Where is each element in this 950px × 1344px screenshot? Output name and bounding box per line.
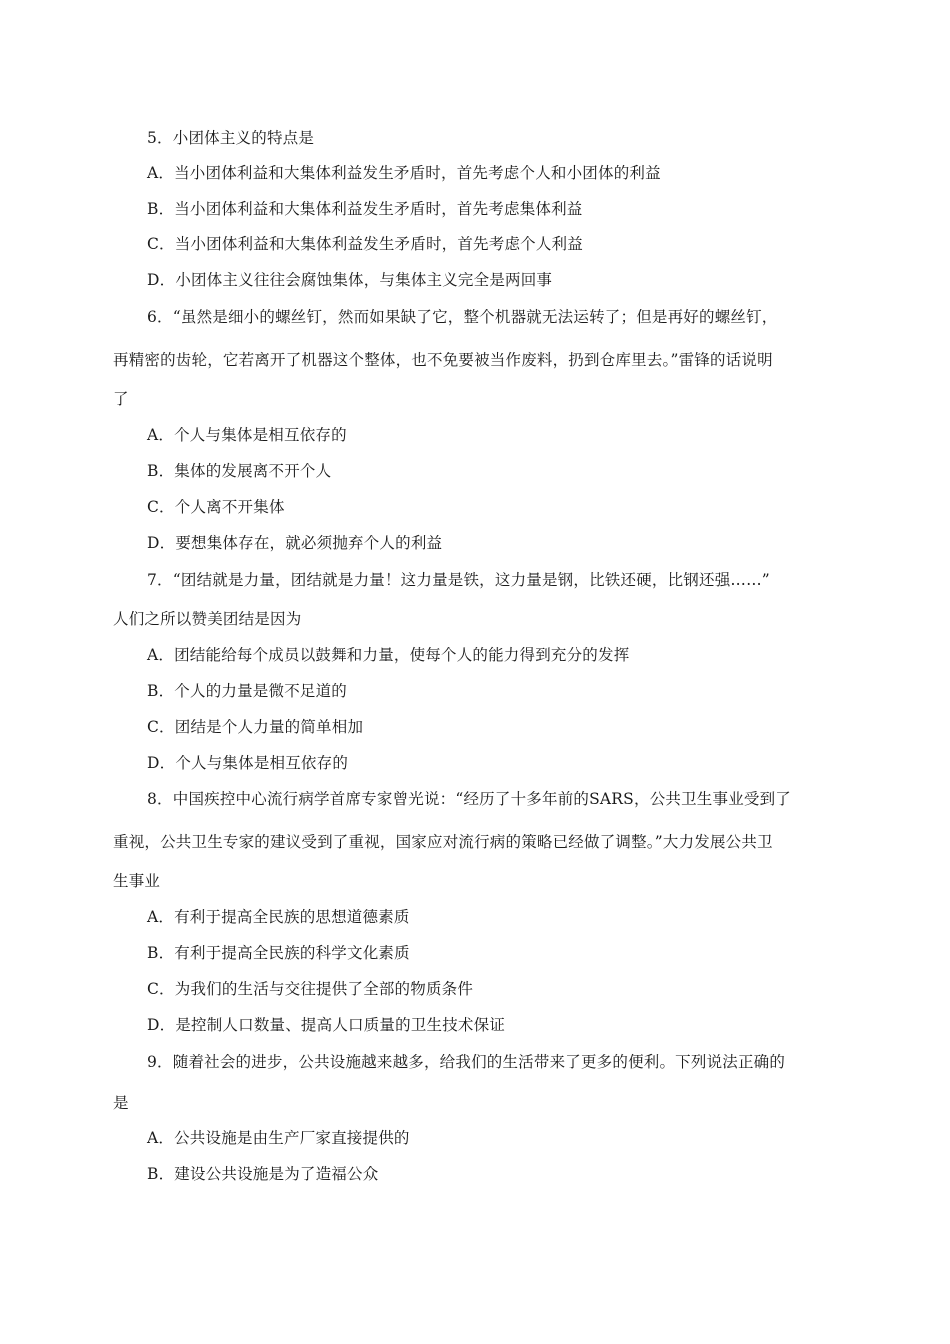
question-9-stem-line-2: 是 [113, 1094, 129, 1112]
question-7-option-d: D．个人与集体是相互依存的 [147, 754, 349, 772]
question-6-stem-line-3: 了 [113, 390, 129, 408]
question-8-stem-line-2: 重视，公共卫生专家的建议受到了重视，国家应对流行病的策略已经做了调整。”大力发展公共卫 [113, 833, 773, 851]
question-9-option-b: B．建设公共设施是为了造福公众 [147, 1165, 379, 1183]
question-7-stem-line-2: 人们之所以赞美团结是因为 [113, 610, 302, 628]
question-7-option-c: C．团结是个人力量的简单相加 [147, 718, 364, 736]
question-5-option-c: C．当小团体利益和大集体利益发生矛盾时，首先考虑个人利益 [147, 235, 583, 253]
question-8-stem-line-3: 生事业 [113, 872, 161, 890]
question-7-stem-line-1: 7．“团结就是力量，团结就是力量！这力量是铁，这力量是钢，比铁还硬，比钢还强……” [147, 571, 770, 589]
question-7-option-a: A．团结能给每个成员以鼓舞和力量，使每个人的能力得到充分的发挥 [147, 646, 630, 664]
question-6-option-c: C．个人离不开集体 [147, 498, 285, 516]
question-6-stem-line-1: 6．“虽然是细小的螺丝钉，然而如果缺了它，整个机器就无法运转了；但是再好的螺丝钉， [147, 308, 778, 326]
question-6-option-b: B．集体的发展离不开个人 [147, 462, 332, 480]
question-5-option-a: A．当小团体利益和大集体利益发生矛盾时，首先考虑个人和小团体的利益 [147, 164, 661, 182]
question-9-stem-line-1: 9．随着社会的进步，公共设施越来越多，给我们的生活带来了更多的便利。下列说法正确的 [147, 1053, 786, 1071]
question-7-option-b: B．个人的力量是微不足道的 [147, 682, 347, 700]
question-6-option-d: D．要想集体存在，就必须抛弃个人的利益 [147, 534, 443, 552]
question-6-option-a: A．个人与集体是相互依存的 [147, 426, 347, 444]
question-6-stem-line-2: 再精密的齿轮，它若离开了机器这个整体，也不免要被当作废料，扔到仓库里去。”雷锋的话说明 [113, 351, 773, 369]
question-5-stem: 5．小团体主义的特点是 [147, 129, 315, 147]
question-5-option-d: D．小团体主义往往会腐蚀集体，与集体主义完全是两回事 [147, 271, 553, 289]
question-8-option-b: B．有利于提高全民族的科学文化素质 [147, 944, 410, 962]
question-8-option-c: C．为我们的生活与交往提供了全部的物质条件 [147, 980, 474, 998]
question-8-stem-line-1: 8．中国疾控中心流行病学首席专家曾光说：“经历了十多年前的SARS，公共卫生事业受到了 [147, 790, 791, 808]
question-8-option-a: A．有利于提高全民族的思想道德素质 [147, 908, 410, 926]
question-8-option-d: D．是控制人口数量、提高人口质量的卫生技术保证 [147, 1016, 506, 1034]
question-9-option-a: A．公共设施是由生产厂家直接提供的 [147, 1129, 410, 1147]
question-5-option-b: B．当小团体利益和大集体利益发生矛盾时，首先考虑集体利益 [147, 200, 583, 218]
